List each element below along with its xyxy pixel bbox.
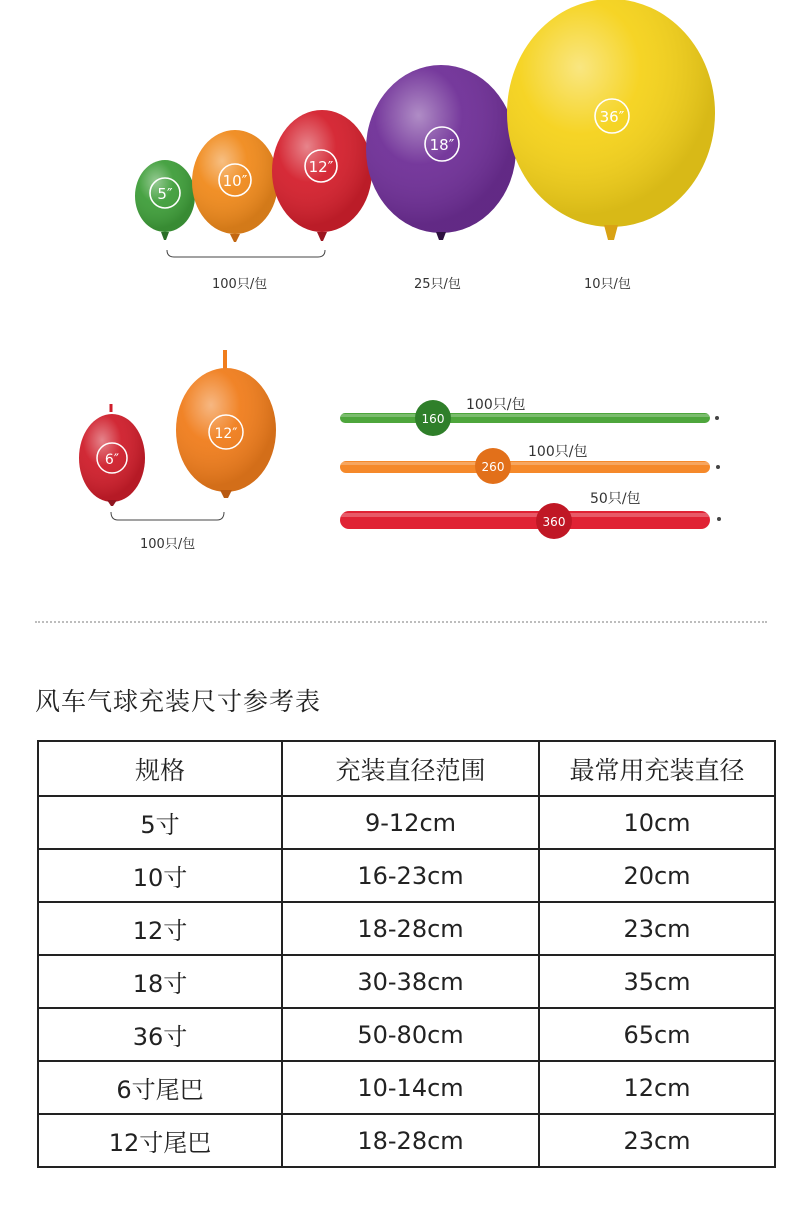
cell-common: 65cm: [539, 1008, 775, 1061]
table-row: [38, 902, 775, 955]
long-balloon-160-badge: 160: [421, 412, 445, 426]
table-row: [38, 1061, 775, 1114]
cell-common: 10cm: [539, 796, 775, 849]
group-bracket: [167, 250, 325, 257]
long-260-pack: 100只/包: [528, 444, 588, 460]
cell-range: 18-28cm: [282, 902, 539, 955]
cell-range: 10-14cm: [282, 1061, 539, 1114]
header-common-diameter: 最常用充装直径: [539, 741, 775, 796]
long-360-pack: 50只/包: [590, 491, 641, 507]
balloon-5in-label: 5″: [157, 185, 173, 203]
link-balloons-illustration: [60, 340, 300, 530]
balloon-10in: [192, 130, 278, 242]
cell-spec: 10寸: [38, 849, 282, 902]
long-balloon-360: [340, 503, 721, 539]
long-balloon-160: [340, 400, 719, 436]
header-spec: 规格: [38, 741, 282, 796]
table-row: [38, 1008, 775, 1061]
section-divider: [35, 621, 767, 623]
balloon-5in: [135, 160, 195, 240]
cell-common: 23cm: [539, 902, 775, 955]
link-pack-label: 100只/包: [140, 537, 196, 552]
size-reference-table: [37, 740, 776, 1168]
balloon-36in: [507, 0, 715, 240]
long-160-pack: 100只/包: [466, 397, 526, 413]
round-balloons-illustration: [0, 0, 800, 300]
cell-range: 18-28cm: [282, 1114, 539, 1167]
long-balloon-360-badge: 360: [542, 515, 566, 529]
long-balloon-260-badge: 260: [481, 460, 505, 474]
cell-common: 35cm: [539, 955, 775, 1008]
balloon-12in-label: 12″: [308, 158, 334, 176]
link-balloon-6in: [79, 404, 145, 506]
table-row: [38, 849, 775, 902]
table-row: [38, 796, 775, 849]
balloon-18in: [366, 65, 516, 240]
link-balloon-12in: [176, 350, 276, 498]
cell-common: 23cm: [539, 1114, 775, 1167]
cell-spec: 18寸: [38, 955, 282, 1008]
balloon-18in-label: 18″: [429, 136, 455, 154]
link-balloon-12in-label: 12″: [214, 426, 238, 442]
table-row: [38, 955, 775, 1008]
table-title: 风车气球充装尺寸参考表: [35, 687, 322, 716]
balloon-10in-label: 10″: [222, 172, 248, 190]
pack-label-small: 100只/包: [212, 277, 268, 292]
balloon-36in-label: 36″: [599, 108, 625, 126]
cell-range: 30-38cm: [282, 955, 539, 1008]
cell-spec: 12寸: [38, 902, 282, 955]
link-group-bracket: [111, 512, 224, 520]
cell-range: 50-80cm: [282, 1008, 539, 1061]
cell-common: 20cm: [539, 849, 775, 902]
cell-range: 16-23cm: [282, 849, 539, 902]
header-fill-range: 充装直径范围: [282, 741, 539, 796]
table-row: [38, 1114, 775, 1167]
balloon-12in: [272, 110, 372, 241]
link-balloon-6in-label: 6″: [104, 452, 120, 468]
table-header-row: [38, 741, 775, 796]
pack-label-36: 10只/包: [584, 277, 631, 292]
cell-common: 12cm: [539, 1061, 775, 1114]
cell-spec: 6寸尾巴: [38, 1061, 282, 1114]
cell-range: 9-12cm: [282, 796, 539, 849]
cell-spec: 5寸: [38, 796, 282, 849]
cell-spec: 12寸尾巴: [38, 1114, 282, 1167]
long-balloons-illustration: [330, 380, 740, 550]
cell-spec: 36寸: [38, 1008, 282, 1061]
pack-label-18: 25只/包: [414, 277, 461, 292]
